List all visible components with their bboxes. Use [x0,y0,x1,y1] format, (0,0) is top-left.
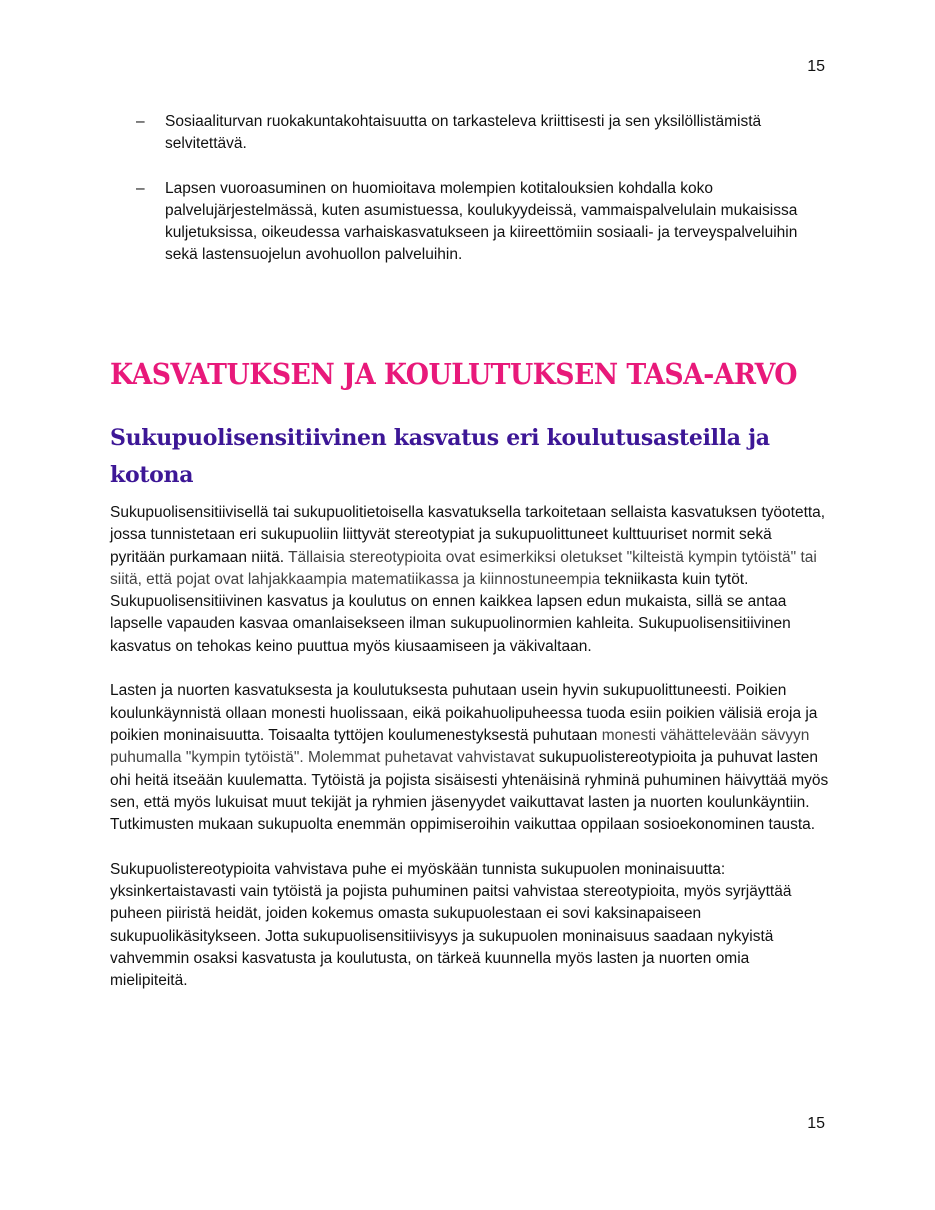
page-number-top: 15 [807,58,825,75]
bullet-item [0,111,935,156]
subsection-heading: Sukupuolisensitiivinen kasvatus eri koulutusasteilla ja kotona [110,425,770,488]
bullet-text: Sosiaaliturvan ruokakuntakohtaisuutta on tarkasteleva kriittisesti ja sen yksilöllistämistä selvitettävä. [165,113,762,153]
bullet-list [0,111,935,289]
paragraph-1-part-c: tekniikasta kuin tytöt. Sukupuolisensitiivinen kasvatus ja koulutus on ennen kaikkea lapsen edun mukaista, sillä se antaa lapselle vapauden kasvaa omanlaisekseen ilman sukupuolinormien kahleita. Sukupuolisensitiivinen kasvatus on tehokas keino puuttua myös kiusaamiseen ja väkivaltaan. [110,570,791,655]
paragraph-1-part-b: Tällaisia stereotypioita ovat esimerkiksi oletukset "kilteistä kympin tytöistä" tai siitä, että pojat ovat lahjakkaampia matematiikassa ja kiinnostuneempia [110,548,817,588]
paragraph-2-part-b: monesti vähättelevään sävyyn puhumalla "kympin tytöistä". Molemmat puhetavat vahvistavat [110,726,810,767]
paragraph-1 [110,502,830,658]
page-number-bottom: 15 [807,1115,825,1132]
bullet-text: Lapsen vuoroasuminen on huomioitava molempien kotitalouksien kohdalla koko palvelujärjestelmässä, kuten asumistuessa, koulukyydeissä, vammaispalvelulain mukaisissa kuljetuksissa, oikeudessa varhaiskasvatukseen ja kiireettömiin sosiaali- ja terveyspalveluihin sekä lastensuojelun avohuollon palveluihin. [165,179,798,264]
bullet-item [0,178,935,267]
bullet-dash: – [136,113,145,130]
bullet-dash: – [136,179,145,197]
paragraph-2 [110,680,830,836]
body-text [110,502,830,1015]
paragraph-3: Sukupuolistereotypioita vahvistava puhe ei myöskään tunnista sukupuolen moninaisuutta: yksinkertaistavasti vain tytöistä ja pojista puhuminen paitsi vahvistaa stereotypioita, myös syrjäyttää puheen piiristä heidät, joiden kokemus omasta sukupuolestaan ei sovi kaksinapaiseen sukupuolikäsitykseen. Jotta sukupuolisensitiivisyys ja sukupuolen moninaisuus saadaan nykyistä vahvemmin osaksi kasvatusta ja koulutusta, on tärkeä kuunnella myös lasten ja nuorten omia mielipiteitä. [110,860,792,990]
paragraph-1-part-a: Sukupuolisensitiivisellä tai sukupuolitietoisella kasvatuksella tarkoitetaan sellaista kasvatuksen työotetta, jossa tunnistetaan eri sukupuoliin liittyvät stereotypiat ja sukupuolittuneet kulttuuriset normit sekä pyritään purkamaan niitä. [110,504,826,566]
section-heading: KASVATUKSEN JA KOULUTUKSEN TASA-ARVO [110,357,797,391]
paragraph-2-part-c: sukupuolistereotypioita ja puhuvat lasten ohi heitä itseään kuulematta. Tytöistä ja pojista sisäisesti yhtenäisinä ryhminä puhuminen häivyttää myös sen, että myös lukuisat muut tekijät ja ryhmien jäsenyydet vaikuttavat lasten ja nuorten koulunkäyntiin. Tutkimusten mukaan sukupuolta enemmän oppimiseroihin vaikuttaa oppilaan sosioekonominen tausta. [110,749,829,834]
paragraph-2-part-a: Lasten ja nuorten kasvatuksesta ja koulutuksesta puhutaan usein hyvin sukupuolittuneesti. Poikien koulunkäynnistä ollaan monesti huolissaan, eikä poikahuolipuheessa tuoda esiin poikien välisiä eroja ja poikien moninaisuutta. Toisaalta tyttöjen koulumenestyksestä puhutaan [110,682,818,744]
